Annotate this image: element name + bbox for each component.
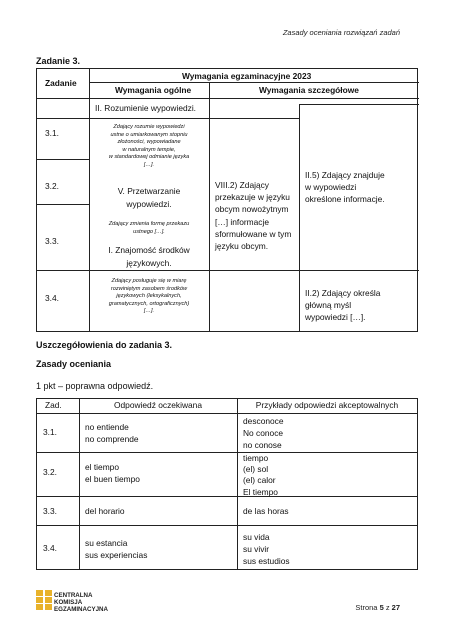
specific-requirement-II-5: II.5) Zdający znajduje w wypowiedzi określone informacje. bbox=[305, 170, 385, 205]
row-id: 3.2. bbox=[45, 181, 59, 191]
row-id: 3.4. bbox=[45, 293, 59, 303]
col-specific-header: Wymagania szczegółowe bbox=[259, 85, 359, 95]
expected-answer: el tiempo el buen tiempo bbox=[85, 462, 140, 484]
row-id: 3.3. bbox=[45, 236, 59, 246]
accepted-answers: de las horas bbox=[243, 506, 289, 516]
details-title: Uszczegółowienia do zadania 3. bbox=[36, 340, 173, 350]
col-accepted-header: Przykłady odpowiedzi akceptowalnych bbox=[255, 400, 399, 410]
accepted-answers: su vida su vivir sus estudios bbox=[243, 532, 290, 567]
col-general-header: Wymagania ogólne bbox=[115, 85, 192, 95]
description-3-4: Zdający posługuje się w miarę rozwiniętym zasobem środków językowych (leksykalnych, gramatycznych, ortograficznych) […]. bbox=[108, 278, 190, 315]
col-task-header: Zad. bbox=[45, 400, 62, 410]
col-task-header: Zadanie bbox=[45, 78, 77, 88]
general-requirement-V: V. Przetwarzanie wypowiedzi. bbox=[117, 186, 181, 209]
page-number: Strona 5 z 27 bbox=[355, 603, 400, 612]
description-3-3: Zdający zmienia formę przekazu ustnego […]. bbox=[108, 221, 190, 235]
accepted-answers: tiempo (el) sol (el) calor El tiempo bbox=[243, 453, 278, 497]
cke-logo-text: CENTRALNA KOMISJA EGZAMINACYJNA bbox=[54, 592, 108, 614]
requirements-table bbox=[36, 68, 418, 332]
expected-answer: no entiende no comprende bbox=[85, 422, 139, 444]
points-rule: 1 pkt – poprawna odpowiedź. bbox=[36, 381, 154, 391]
rules-title: Zasady oceniania bbox=[36, 359, 112, 369]
answer-row-id: 3.4. bbox=[43, 543, 57, 553]
expected-answer: su estancia sus experiencias bbox=[85, 538, 148, 560]
row-id: 3.1. bbox=[45, 128, 59, 138]
col-requirements-header: Wymagania egzaminacyjne 2023 bbox=[182, 71, 312, 81]
cke-logo-icon bbox=[36, 590, 52, 610]
specific-requirement-VIII-2: VIII.2) Zdający przekazuje w języku obcym nowożytnym […] informacje sformułowane w tym języku obcym. bbox=[215, 180, 292, 252]
accepted-answers: desconoce No conoce no conose bbox=[243, 416, 284, 451]
general-requirement-I: I. Znajomość środków językowych. bbox=[108, 245, 190, 268]
answer-row-id: 3.2. bbox=[43, 467, 57, 477]
task-title: Zadanie 3. bbox=[36, 56, 81, 66]
running-header: Zasady oceniania rozwiązań zadań bbox=[282, 28, 400, 37]
answer-row-id: 3.3. bbox=[43, 506, 57, 516]
expected-answer: del horario bbox=[85, 506, 125, 516]
description-3-1: Zdający rozumie wypowiedzi ustne o umiarkowanym stopniu złożoności, wypowiadane w naturalnym tempie, w standardowej odmianie języka […]. bbox=[108, 124, 190, 168]
col-expected-header: Odpowiedź oczekiwana bbox=[114, 400, 202, 410]
general-requirement-II: II. Rozumienie wypowiedzi. bbox=[95, 103, 197, 113]
answers-table bbox=[36, 398, 418, 570]
specific-requirement-II-2: II.2) Zdający określa główną myśl wypowiedzi […]. bbox=[305, 288, 381, 323]
answer-row-id: 3.1. bbox=[43, 427, 57, 437]
